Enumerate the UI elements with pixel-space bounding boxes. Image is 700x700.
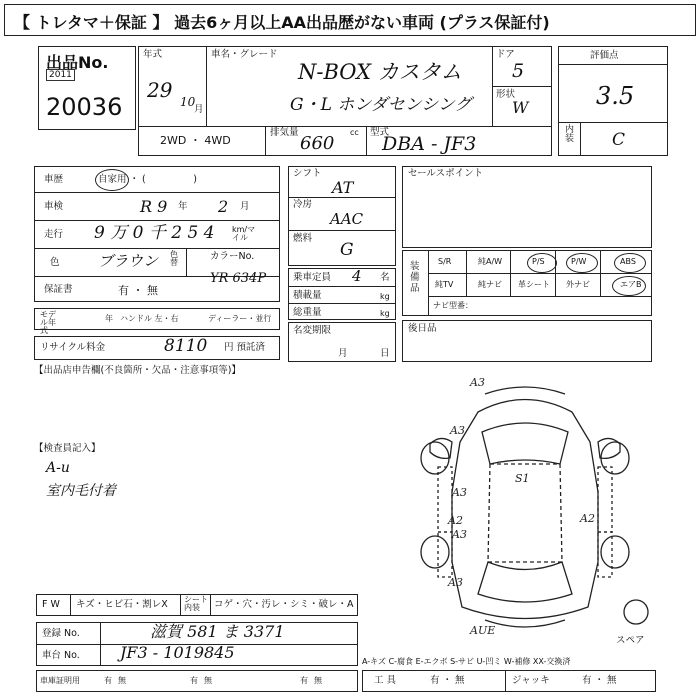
load-label: 積載量	[293, 290, 322, 301]
month-unit: 月	[194, 104, 204, 115]
damage-legend: A-キズ C-腐食 E-エクボ S-サビ U-凹ミ W-補修 XX-交換済	[362, 657, 571, 666]
seat-label: シート内装	[184, 595, 208, 612]
model-label: 型式	[370, 127, 390, 138]
shape-value: W	[512, 98, 529, 117]
score-value: 3.5	[596, 82, 635, 110]
equip-abs: ABS	[620, 257, 636, 266]
fw-text: キズ・ヒビ石・割レX	[76, 599, 168, 610]
inspector-note-2: 室内毛付着	[46, 483, 116, 499]
cert-cell-5: 有	[300, 676, 308, 685]
inspection-month: 2	[218, 197, 229, 216]
shape-label: 形状	[496, 89, 516, 100]
inspector-label: 【検査員記入】	[34, 443, 101, 454]
damage-mark-left-front: A3	[450, 424, 465, 437]
lot-number: 20036	[46, 93, 123, 121]
history-label: 車歴	[44, 174, 64, 185]
weight-label: 総重量	[293, 307, 322, 318]
recycle-label: リサイクル料金	[40, 342, 106, 353]
load-unit: kg	[380, 292, 390, 301]
equip-leather: 革シート	[518, 280, 550, 289]
cert-cell-3: 有	[190, 676, 198, 685]
fuel-label: 燃料	[293, 233, 313, 244]
capacity-label: 乗車定員	[293, 272, 332, 283]
equip-sr: S/R	[438, 257, 452, 266]
equip-navi: 純ナビ	[478, 280, 502, 289]
spare-label: スペア	[616, 635, 645, 646]
seat-text: コゲ・穴・汚レ・シミ・破レ・A	[214, 599, 354, 610]
modelyear-unit: 年	[105, 314, 113, 323]
inspection-value: R 9	[140, 197, 168, 216]
reg-label: 登録 No.	[42, 628, 80, 639]
damage-mark-rear-left: A3	[448, 576, 463, 589]
cert-cell-4: 無	[204, 676, 212, 685]
recycle-value: 8110	[164, 336, 208, 356]
namechange-month: 月	[338, 348, 348, 359]
damage-mark-left-door: A3	[452, 486, 467, 499]
name-label: 車名・グレード	[211, 49, 278, 60]
equip-ps: P/S	[532, 257, 545, 266]
warranty-label: 保証書	[44, 284, 73, 295]
tool-options: 有 ・ 無	[430, 675, 465, 686]
name-value: N-BOX カスタム	[298, 60, 462, 84]
interior-label: 内装	[565, 125, 575, 144]
drive-label: 2WD ・ 4WD	[160, 134, 231, 147]
tool-label: 工 具	[374, 675, 397, 686]
chassis-label: 車台 No.	[42, 650, 80, 661]
handle-label: ハンドル 左・右	[120, 314, 179, 323]
history-options: 自家用 ・ ( )	[98, 174, 197, 185]
jack-label: ジャッキ	[512, 675, 550, 686]
report-label: 【出品店申告欄(不良箇所・欠品・注意事項等)】	[34, 365, 241, 376]
inspection-month-unit: 月	[240, 201, 250, 212]
equip-pw: P/W	[571, 257, 587, 266]
later-items-label: 後日品	[408, 323, 437, 334]
lot-label: 出品No.	[46, 53, 109, 72]
reg-value: 滋賀 581 ま 3371	[150, 622, 285, 641]
jack-options: 有 ・ 無	[582, 675, 617, 686]
fw-label: F W	[42, 599, 60, 610]
salespoint-label: セールスポイント	[408, 168, 484, 179]
namechange-day: 日	[380, 348, 390, 359]
capacity-value: 4	[352, 267, 362, 285]
fuel-value: G	[340, 240, 354, 260]
door-value: 5	[512, 60, 525, 82]
modelyear-label: モデル年式	[40, 310, 56, 335]
month-value: 10	[180, 95, 196, 109]
damage-mark-front: A3	[470, 376, 485, 389]
grade-value: G・L ホンダセンシング	[290, 95, 472, 115]
mileage-unit: km/マイル	[232, 225, 256, 242]
damage-mark-left-quarter: A2	[448, 514, 463, 527]
damage-mark-roof: S1	[515, 472, 530, 485]
equip-tv: 純TV	[435, 280, 454, 289]
navi-model-label: ナビ型番：	[433, 301, 473, 310]
cert-label: 車庫証明用	[40, 676, 80, 685]
displacement-unit: cc	[350, 128, 359, 137]
equipment-label: 装備品	[410, 261, 420, 294]
interior-value: C	[612, 130, 626, 150]
dealer-label: ディーラー・並行	[208, 314, 272, 323]
mileage-value: 9 万 0 千 2 5 4	[94, 223, 215, 243]
inspection-year-unit: 年	[178, 201, 188, 212]
equip-airbag: エアB	[620, 280, 642, 289]
colorno-label: カラーNo.	[210, 251, 255, 262]
header-title: 【 トレタマ＋保証 】 過去6ヶ月以上AA出品歴がない車両 (プラス保証付)	[14, 13, 550, 32]
damage-mark-left-rear: A3	[452, 528, 467, 541]
inspector-note-1: A-u	[46, 460, 70, 476]
capacity-unit: 名	[380, 272, 390, 283]
mileage-label: 走行	[44, 229, 64, 240]
displacement-value: 660	[300, 133, 335, 154]
shift-value: AT	[332, 178, 354, 197]
namechange-label: 名変期限	[293, 325, 332, 336]
cert-cell-2: 無	[118, 676, 126, 685]
ac-label: 冷房	[293, 199, 313, 210]
cert-cell-1: 有	[104, 676, 112, 685]
displacement-label: 排気量	[270, 127, 299, 138]
equip-aw: 純A/W	[478, 257, 503, 266]
ac-value: AAC	[330, 210, 364, 228]
inspection-label: 車検	[44, 201, 64, 212]
lot-year-tag: 2011	[46, 69, 75, 81]
year-label: 年式	[143, 49, 163, 60]
damage-mark-rear: AUE	[470, 624, 496, 637]
later-items-box	[402, 320, 652, 362]
color-value: ブラウン	[98, 252, 159, 270]
warranty-options: 有 ・ 無	[118, 284, 158, 297]
model-value: DBA - JF3	[382, 133, 477, 155]
door-label: ドア	[496, 49, 515, 60]
equip-extnavi: 外ナビ	[566, 280, 590, 289]
colorno-value: YR 634P	[210, 271, 267, 286]
recycle-unit: 円 預託済	[224, 342, 266, 353]
cert-cell-6: 無	[314, 676, 322, 685]
weight-unit: kg	[380, 309, 390, 318]
shift-label: シフト	[293, 168, 322, 179]
car-diagram	[400, 372, 650, 642]
color-label: 色	[50, 257, 60, 268]
damage-mark-right-door: A2	[580, 512, 595, 525]
color-change-label: 色替	[170, 250, 178, 267]
score-label: 評価点	[590, 50, 619, 61]
year-value: 29	[147, 78, 173, 102]
chassis-value: JF3 - 1019845	[120, 643, 235, 662]
